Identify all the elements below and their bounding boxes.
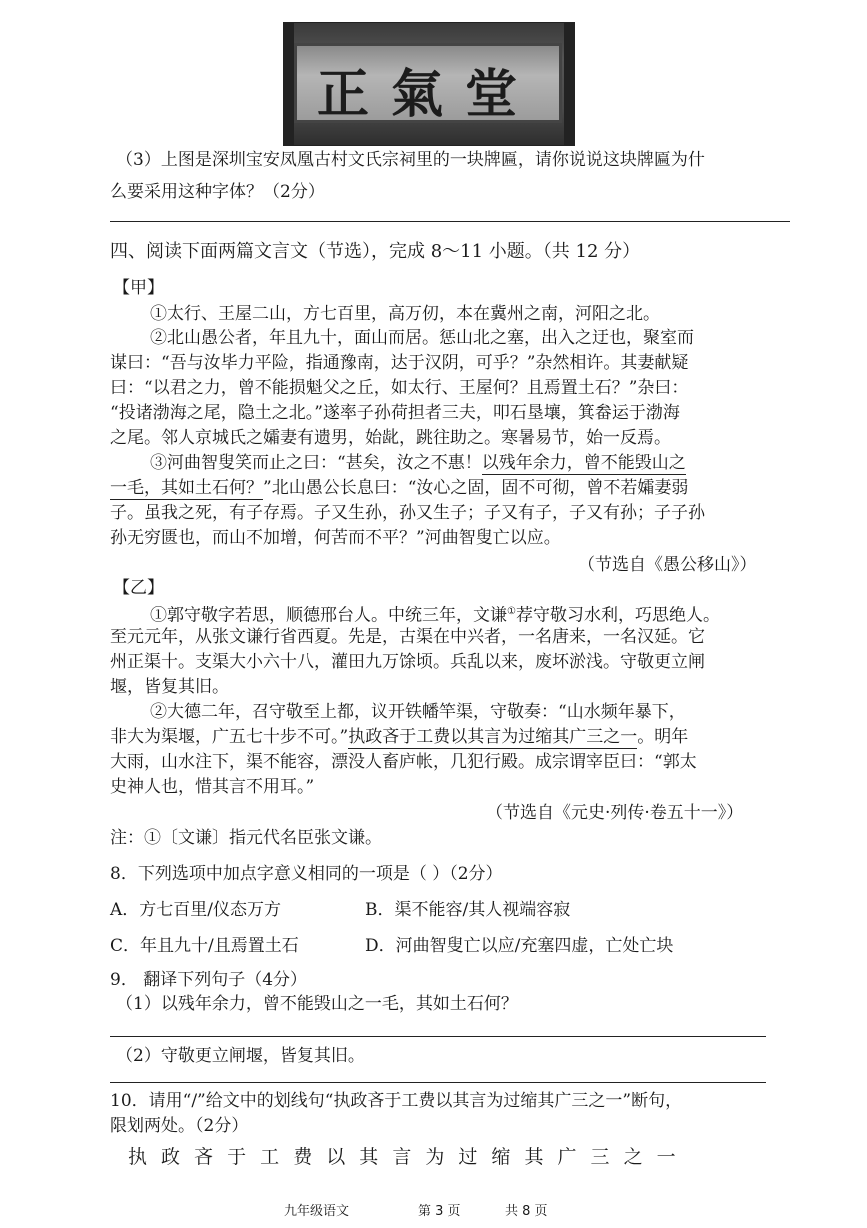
q9-sentence-2: （2）守敬更立闸堰，皆复其旧。 (116, 1046, 365, 1066)
jia-line: 孙无穷匮也，而山不加增，何苦而不平？”河曲智叟亡以应。 (110, 528, 561, 548)
q10-line1: 10．请用“/”给文中的划线句“执政吝于工费以其言为过缩其广三之一”断句， (110, 1091, 683, 1111)
jia-line (110, 476, 688, 500)
footer-page: 第 3 页 (418, 1204, 461, 1219)
jia-line (150, 451, 686, 475)
yi-line: 州正渠十。支渠大小六十八，灌田九万馀顷。兵乱以来，废坏淤浅。守敬更立闸 (110, 652, 705, 672)
q8-option-b[interactable]: B．渠不能容/其人视端容寂 (365, 900, 571, 920)
note: 注：①〔文谦〕指元代名臣张文谦。 (110, 828, 382, 848)
underlined-sentence: 一毛，其如土石何？ (110, 478, 263, 498)
yi-line (110, 725, 688, 749)
yi-line: 堰，皆复其旧。 (110, 677, 229, 697)
jia-source: （节选自《愚公移山》） (578, 555, 757, 575)
answer-line-q9-1[interactable] (110, 1036, 766, 1037)
yi-label: 【乙】 (113, 578, 164, 598)
jia-line: 曰：“以君之力，曾不能损魁父之丘，如太行、王屋何？且焉置土石？”杂曰： (110, 378, 689, 398)
yi-source: （节选自《元史·列传·卷五十一》） (486, 803, 744, 823)
q10-line2: 限划两处。（2分） (110, 1116, 249, 1136)
q8-stem: 8．下列选项中加点字意义相同的一项是（ ）（2分） (110, 864, 503, 884)
answer-line-q9-2[interactable] (110, 1082, 766, 1083)
yi-line: 大雨，山水注下，渠不能容，漂没人畜庐帐，几犯行殿。成宗谓宰臣曰：“郭太 (110, 752, 697, 772)
yi-line (150, 600, 720, 628)
section4-title: 四、阅读下面两篇文言文（节选），完成 8～11 小题。（共 12 分） (110, 241, 641, 262)
jia-text: ”北山愚公长息曰：“汝心之固，固不可彻，曾不若孀妻弱 (263, 478, 689, 498)
jia-line: 谋曰：“吾与汝毕力平险，指通豫南，达于汉阴，可乎？”杂然相许。其妻献疑 (110, 353, 689, 373)
footer-subject: 九年级语文 (284, 1204, 350, 1219)
jia-line: ②北山愚公者，年且九十，面山而居。惩山北之塞，出入之迂也，聚室而 (150, 328, 694, 348)
yi-text: 。明年 (637, 727, 689, 747)
yi-text: 荐守敬习水利，巧思绝人。 (515, 605, 720, 626)
yi-line: 至元元年，从张文谦行省西夏。先是，古渠在中兴者，一名唐来，一名汉延。它 (110, 627, 705, 647)
jia-line: 子。虽我之死，有子存焉。子又生孙，孙又生子；子又有子，子又有孙；子子孙 (110, 503, 705, 523)
answer-line-q3[interactable] (110, 221, 790, 222)
underlined-sentence: 以残年余力，曾不能毁山之 (481, 453, 686, 473)
q3-line1: （3）上图是深圳宝安凤凰古村文氏宗祠里的一块牌匾，请你说说这块牌匾为什 (116, 150, 705, 170)
plaque-text: 正氣堂 (316, 64, 539, 125)
plaque-photo (283, 22, 575, 146)
yi-text: ①郭守敬字若思，顺德邢台人。中统三年，文谦 (150, 605, 507, 626)
q8-option-a[interactable]: A．方七百里/仪态万方 (110, 900, 282, 920)
q3-line2: 么要采用这种字体？（2分） (110, 182, 325, 202)
underlined-sentence: 执政吝于工费以其言为过缩其广三之一 (348, 727, 638, 747)
footnote-marker: ① (507, 606, 516, 617)
yi-line: ②大德二年，召守敬至上都，议开铁幡竿渠，守敬奏：“山水频年暴下， (150, 702, 686, 722)
jia-label: 【甲】 (113, 278, 164, 298)
yi-line: 史神人也，惜其言不用耳。” (110, 777, 315, 797)
jia-line: ①太行、王屋二山，方七百里，高万仞，本在冀州之南，河阳之北。 (150, 304, 660, 324)
footer-total: 共 8 页 (505, 1204, 548, 1219)
q8-option-c[interactable]: C．年且九十/且焉置土石 (110, 936, 299, 956)
q9-sentence-1: （1）以残年余力，曾不能毁山之一毛，其如土石何？ (116, 994, 518, 1014)
jia-line: 之尾。邻人京城氏之孀妻有遗男，始龀，跳往助之。寒暑易节，始一反焉。 (110, 428, 671, 448)
q10-sentence[interactable]: 执 政 吝 于 工 费 以 其 言 为 过 缩 其 广 三 之 一 (128, 1146, 680, 1168)
q8-option-d[interactable]: D．河曲智叟亡以应/充塞四虚，亡处亡块 (365, 936, 674, 956)
jia-text: ③河曲智叟笑而止之曰：“甚矣，汝之不惠！ (150, 453, 482, 473)
yi-text: 非大为渠堰，广五七十步不可。” (110, 727, 349, 747)
jia-line: “投诸渤海之尾，隐土之北。”遂率子孙荷担者三夫，叩石垦壤，箕畚运于渤海 (110, 403, 680, 423)
q9-stem: 9． 翻译下列句子（4分） (110, 970, 308, 990)
plaque-board (294, 43, 562, 123)
